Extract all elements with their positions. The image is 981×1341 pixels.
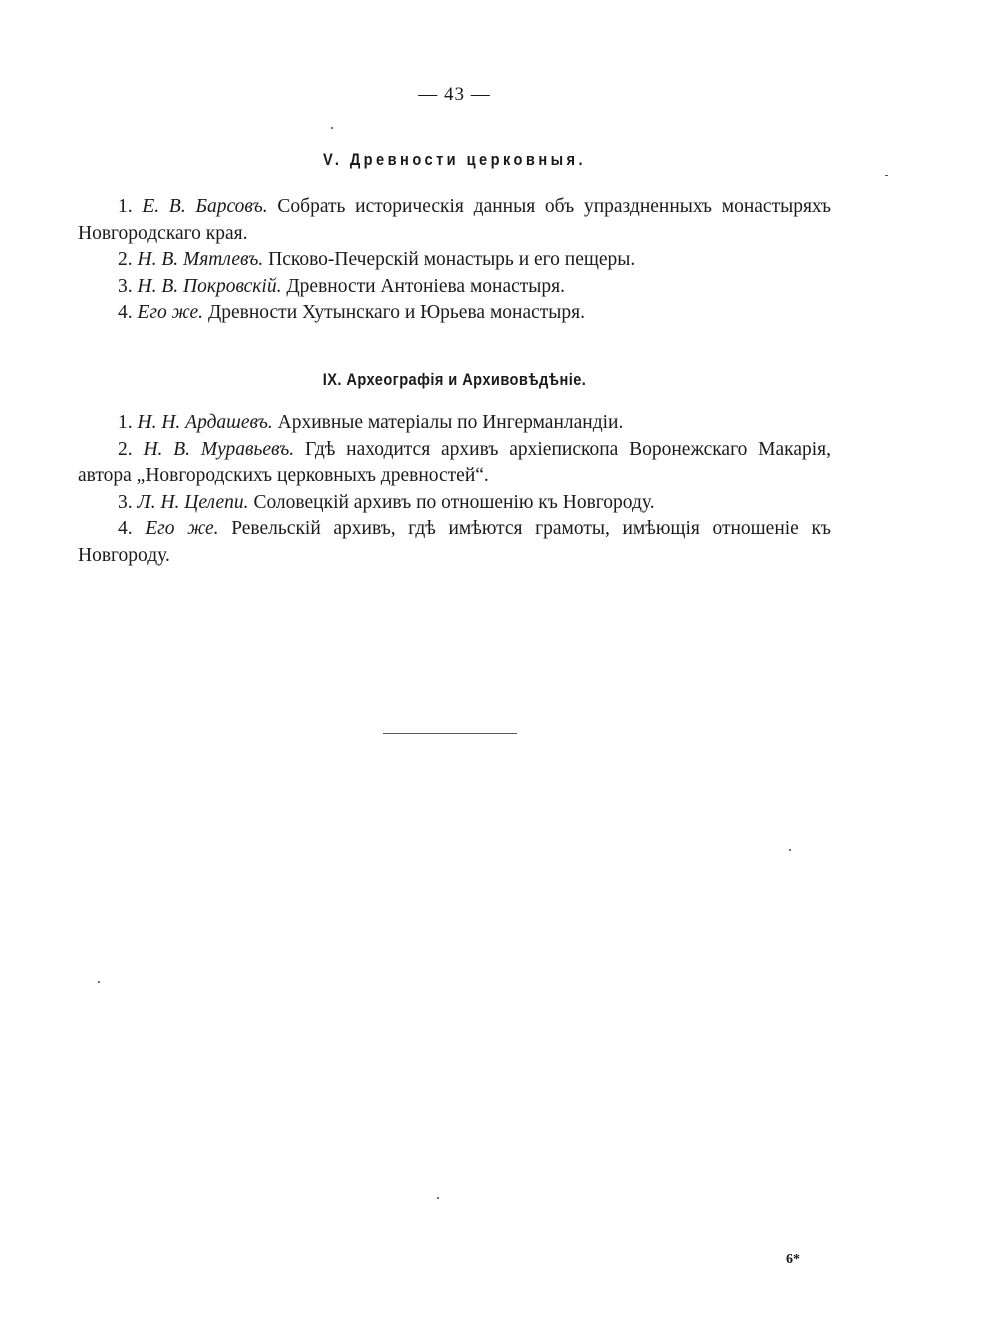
author-name: Н. Н. Ардашевъ. xyxy=(137,412,273,433)
church-antiquities-list xyxy=(78,194,831,327)
topic-text: Псково-Печерскій монастырь и его пещеры. xyxy=(268,249,636,270)
author-name: Е. В. Барсовъ. xyxy=(142,196,268,217)
item-number: 1. xyxy=(118,196,133,217)
list-item xyxy=(78,516,831,569)
topic-text: Древности Антоніева монастыря. xyxy=(286,275,566,297)
list-item xyxy=(78,194,831,247)
item-number: 2. xyxy=(118,249,133,270)
section-heading-archaeography: IX. Археографія и Архивовѣдѣніе. xyxy=(322,370,587,389)
topic-text: Архивные матеріалы по Ингерманландіи. xyxy=(277,412,624,433)
item-number: 1. xyxy=(118,412,133,433)
item-number: 4. xyxy=(118,302,133,323)
archaeography-list xyxy=(78,410,831,569)
section-divider xyxy=(383,733,517,734)
topic-text: Соловецкій архивъ по отношенію къ Новгороду. xyxy=(253,491,655,513)
topic-text: Собрать историческія данныя объ упраздненныхъ монастыряхъ Новгородскаго края. xyxy=(78,196,832,244)
list-item xyxy=(78,437,831,490)
item-number: 2. xyxy=(118,438,133,460)
page-number: — 43 — xyxy=(418,84,491,105)
list-item xyxy=(78,410,831,437)
author-name: Л. Н. Целепи. xyxy=(137,491,249,513)
scan-speck xyxy=(98,981,100,983)
list-item xyxy=(78,247,831,274)
item-number: 3. xyxy=(118,491,133,513)
item-number: 4. xyxy=(118,518,133,539)
scan-speck xyxy=(437,1197,439,1199)
author-name: Его же. xyxy=(145,518,219,539)
scan-speck xyxy=(885,175,888,176)
author-name: Н. В. Муравьевъ. xyxy=(143,438,295,460)
topic-text: Древности Хутынскаго и Юрьева монастыря. xyxy=(207,302,585,323)
item-number: 3. xyxy=(118,275,133,297)
list-item xyxy=(78,274,831,301)
author-name: Его же. xyxy=(137,302,204,323)
scan-speck xyxy=(331,127,333,129)
author-name: Н. В. Покровскій. xyxy=(137,275,282,297)
printer-signature-mark: 6* xyxy=(786,1252,800,1267)
topic-text: Ревельскій архивъ, гдѣ имѣются грамоты, имѣющія отношеніе къ Новгороду. xyxy=(78,518,832,566)
topic-text: Гдѣ находится архивъ архіепископа Воронежскаго Макарія, автора „Новгородскихъ церковныхъ древностей“. xyxy=(78,438,831,486)
scan-speck xyxy=(789,849,791,851)
author-name: Н. В. Мятлевъ. xyxy=(137,249,264,270)
section-heading-church-antiquities: V. Древности церковныя. xyxy=(322,150,587,169)
list-item xyxy=(78,300,831,327)
list-item xyxy=(78,490,831,517)
